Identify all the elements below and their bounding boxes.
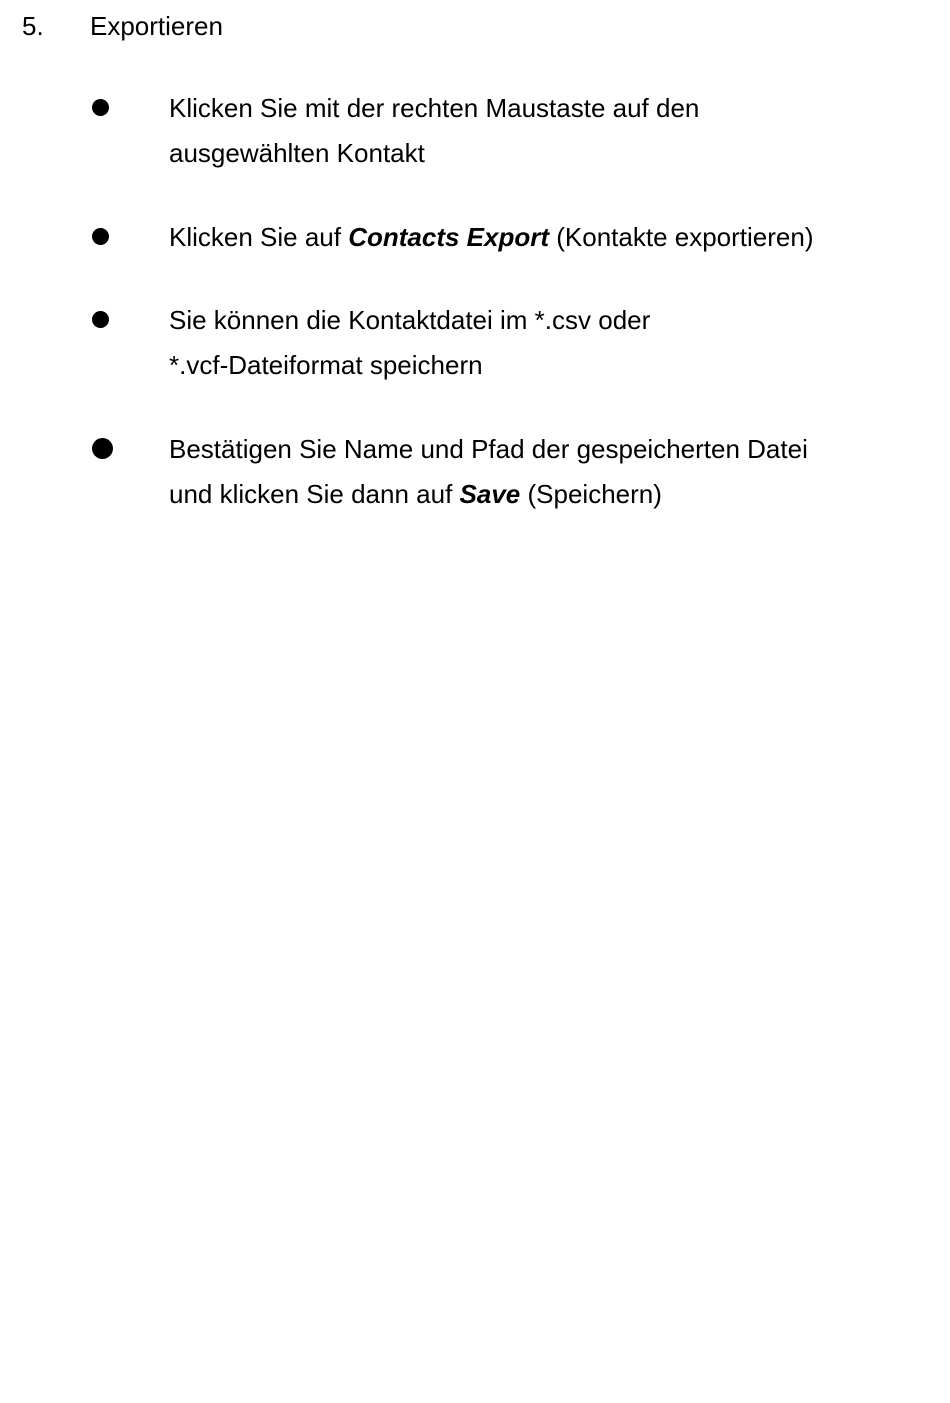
bullet-line: Bestätigen Sie Name und Pfad der gespeicherten Datei [169, 434, 808, 464]
bullet-icon [92, 99, 109, 116]
contacts-export-label: Contacts Export [348, 222, 550, 252]
bullet-icon [92, 228, 109, 245]
bullet-text [169, 86, 929, 176]
bullet-text [169, 215, 929, 260]
bullet-line [169, 472, 929, 517]
bullet-line: Klicken Sie mit der rechten Maustaste auf den [169, 93, 700, 123]
bullet-text-before: und klicken Sie dann auf [169, 479, 460, 509]
bullet-line: ausgewählten Kontakt [169, 138, 425, 168]
bullet-icon [92, 438, 113, 459]
bullet-line: Sie können die Kontaktdatei im *.csv oder [169, 305, 651, 335]
section-title: Exportieren [90, 11, 223, 41]
bullet-icon [92, 311, 109, 328]
bullet-text [169, 427, 929, 517]
bullet-text-after: (Speichern) [520, 479, 662, 509]
bullet-line: *.vcf-Dateiformat speichern [169, 350, 483, 380]
bullet-text-before: Klicken Sie auf [169, 222, 349, 252]
bullet-text [169, 298, 929, 388]
bullet-line [169, 215, 929, 260]
bullet-text-after: (Kontakte exportieren) [549, 222, 814, 252]
section-number: 5. [22, 11, 44, 41]
save-label: Save [459, 479, 521, 509]
